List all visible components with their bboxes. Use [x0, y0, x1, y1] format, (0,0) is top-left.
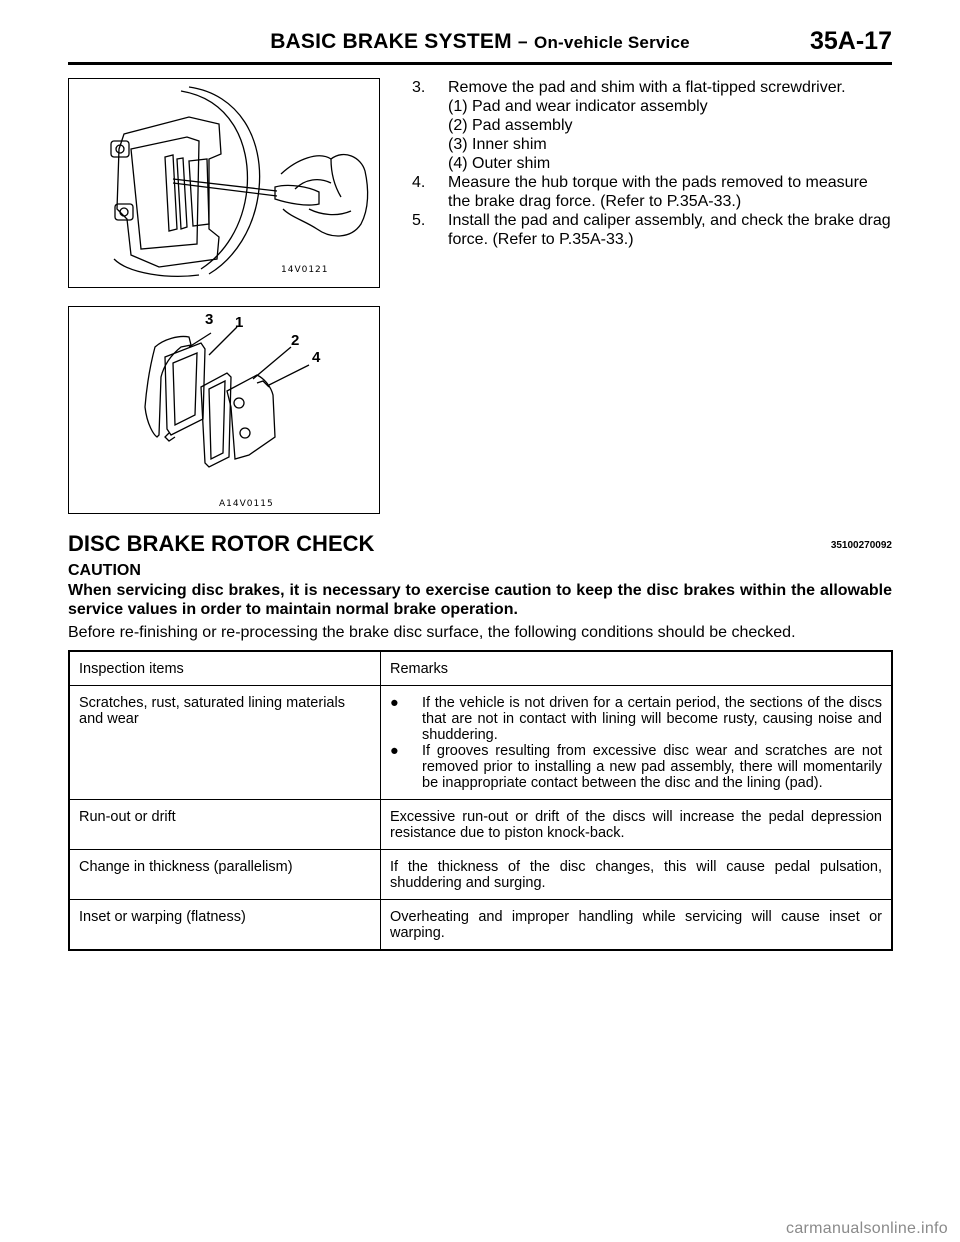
callout-1: 1 [235, 314, 244, 331]
step-number: 5. [412, 212, 426, 229]
table-row [69, 900, 892, 951]
section-title: DISC BRAKE ROTOR CHECK [68, 531, 375, 556]
column-header: Inspection items [69, 651, 381, 686]
inspection-item: Run-out or drift [69, 800, 381, 850]
remarks-cell: If the thickness of the disc changes, this will cause pedal pulsation, shuddering and surging. [381, 850, 893, 900]
callout-3: 3 [205, 311, 214, 328]
pad-shim-illustration [69, 307, 379, 513]
step-5 [412, 211, 892, 249]
page-number: 35A-17 [810, 27, 892, 55]
inspection-item: Inset or warping (flatness) [69, 900, 381, 951]
caution-label: CAUTION [68, 562, 141, 579]
inspection-table [68, 650, 893, 951]
figure-pad-removal [68, 78, 380, 288]
step-text: Remove the pad and shim with a flat-tipped screwdriver. [448, 79, 846, 96]
intro-text: Before re-finishing or re-processing the brake disc surface, the following conditions should be checked. [68, 624, 796, 641]
step-4 [412, 173, 892, 211]
table-row [69, 800, 892, 850]
bullet-text: If grooves resulting from excessive disc wear and scratches are not removed prior to installing a new pad assembly, there will momentarily be inappropriate contact between the disc and the lining (pad). [422, 743, 882, 791]
header-title: BASIC BRAKE SYSTEM [270, 30, 512, 53]
callout-2: 2 [291, 332, 300, 349]
figure-code-2: A14V0115 [219, 499, 274, 509]
header-subtitle: On-vehicle Service [534, 33, 690, 52]
sub-item: (3) Inner shim [448, 136, 547, 153]
sub-item: (2) Pad assembly [448, 117, 573, 134]
bullet-text: If the vehicle is not driven for a certain period, the sections of the discs that are not in contact with lining will become rusty, causing noise and shuddering. [422, 695, 882, 743]
inspection-item: Scratches, rust, saturated lining materials and wear [69, 686, 381, 800]
header-rule [68, 62, 892, 65]
sub-item: (4) Outer shim [448, 155, 551, 172]
figure-code-1: 14V0121 [281, 265, 329, 275]
caution-text: When servicing disc brakes, it is necessary to exercise caution to keep the disc brakes within the allowable service values in order to maintain normal brake operation. [68, 582, 892, 618]
table-row [69, 850, 892, 900]
step-3 [412, 78, 892, 173]
table-row [69, 686, 892, 800]
table-header-row [69, 651, 892, 686]
bullet-item [390, 695, 882, 743]
bullet-icon: ● [390, 743, 399, 759]
figure-pad-shims [68, 306, 380, 514]
section-code: 35100270092 [830, 540, 892, 551]
watermark-link[interactable]: carmanualsonline.info [786, 1220, 948, 1237]
bullet-item [390, 743, 882, 791]
pad-removal-illustration [69, 79, 379, 287]
step-text: Measure the hub torque with the pads removed to measure the brake drag force. (Refer to P.35A-33.) [448, 174, 868, 210]
step-text: Install the pad and caliper assembly, and check the brake drag force. (Refer to P.35A-33.) [448, 212, 891, 248]
step-number: 3. [412, 79, 426, 96]
callout-4: 4 [312, 349, 321, 366]
inspection-item: Change in thickness (parallelism) [69, 850, 381, 900]
sub-item: (1) Pad and wear indicator assembly [448, 98, 708, 115]
step-number: 4. [412, 174, 426, 191]
procedure-steps [412, 78, 892, 249]
header-separator: − [517, 33, 528, 52]
column-header: Remarks [381, 651, 893, 686]
remarks-cell: Excessive run-out or drift of the discs will increase the pedal depression resistance due to piston knock-back. [381, 800, 893, 850]
remarks-cell: Overheating and improper handling while servicing will cause inset or warping. [381, 900, 893, 951]
remarks-cell [381, 686, 893, 800]
bullet-icon: ● [390, 695, 399, 711]
